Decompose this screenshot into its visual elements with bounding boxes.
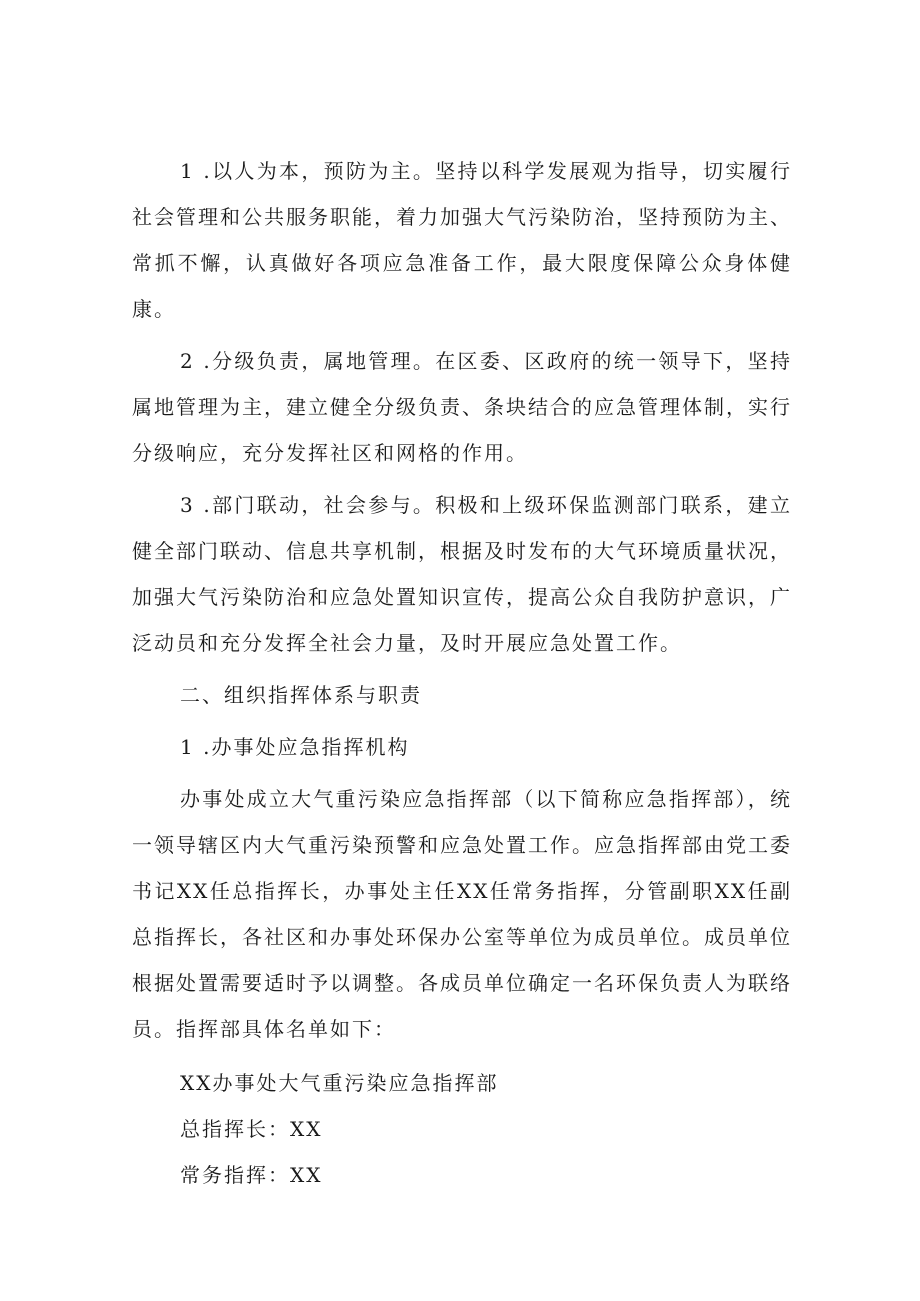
principle-paragraph-3: 3 .部门联动，社会参与。积极和上级环保监测部门联系，建立健全部门联动、信息共享机制，根据及时发布的大气环境质量状况，加强大气污染防治和应急处置知识宣传，提高公众自我防护意识，广泛动员和充分发挥全社会力量，及时开展应急处置工作。 — [132, 493, 792, 655]
subsection-heading: 1 .办事处应急指挥机构 — [180, 735, 410, 759]
section-heading: 二、组织指挥体系与职责 — [180, 683, 422, 707]
list-item: XX办事处大气重污染应急指挥部 — [180, 1071, 499, 1095]
document-page — [132, 148, 792, 1198]
principle-paragraph-2: 2 .分级负责，属地管理。在区委、区政府的统一领导下，坚持属地管理为主，建立健全分级负责、条块结合的应急管理体制，实行分级响应，充分发挥社区和网格的作用。 — [132, 349, 792, 465]
body-paragraph: 办事处成立大气重污染应急指挥部（以下简称应急指挥部），统一领导辖区内大气重污染预警和应急处置工作。应急指挥部由党工委书记XX任总指挥长，办事处主任XX任常务指挥，分管副职XX任副总指挥长，各社区和办事处环保办公室等单位为成员单位。成员单位根据处置需要适时予以调整。各成员单位确定一名环保负责人为联络员。指挥部具体名单如下： — [132, 787, 792, 1041]
list-item: 总指挥长：XX — [180, 1117, 323, 1141]
list-item: 常务指挥：XX — [180, 1163, 323, 1187]
principle-paragraph-1: 1 .以人为本，预防为主。坚持以科学发展观为指导，切实履行社会管理和公共服务职能，着力加强大气污染防治，坚持预防为主、常抓不懈，认真做好各项应急准备工作，最大限度保障公众身体健康。 — [132, 159, 792, 321]
member-list — [132, 1060, 792, 1198]
